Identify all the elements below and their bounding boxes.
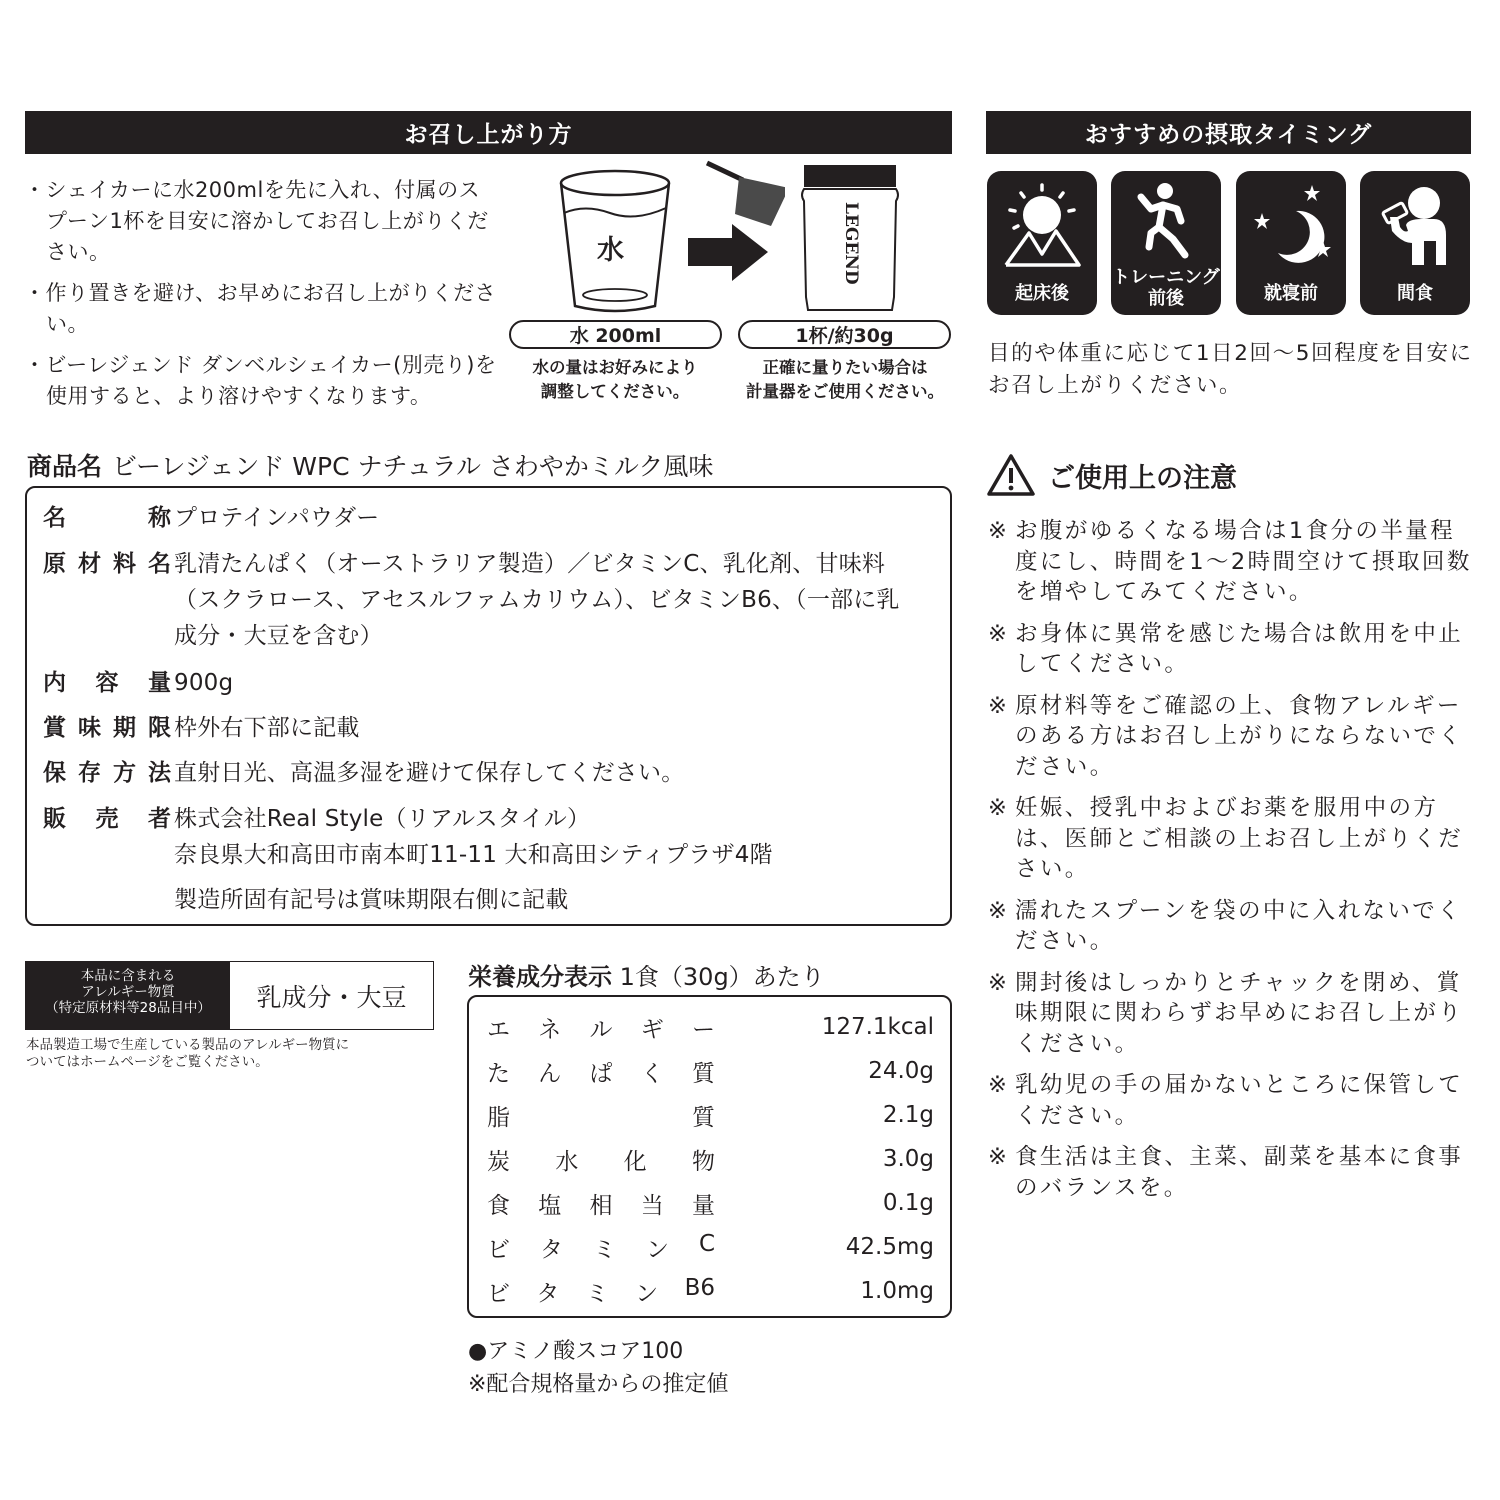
warning-icon: [986, 453, 1036, 497]
shaker-brand-label: LEGEND: [841, 202, 861, 285]
info-row-seller: [43, 801, 773, 918]
caution-item: ※ お腹がゆるくなる場合は1食分の半量程度にし、時間を1〜2時間空けて摂取回数を増やしてみてください。: [988, 516, 1472, 608]
nutrient-name: ビ タ ミ ン C: [487, 1230, 715, 1263]
allergy-note: 本品製造工場で生産している製品のアレルギー物質に ついてはホームページをご覧ください。: [26, 1037, 350, 1070]
water-amount-label: 水 200ml: [569, 325, 662, 347]
caution-item: ※ 濡れたスプーンを袋の中に入れないでください。: [988, 896, 1472, 957]
allergy-box: [25, 961, 434, 1030]
allergy-value: 乳成分・大豆: [256, 982, 407, 1012]
timing-tile-bedtime: [1236, 171, 1346, 315]
nutrition-title: [468, 957, 825, 992]
scoop-amount-caption: [728, 356, 962, 404]
glass-water-label: 水: [597, 235, 624, 266]
nutrition-row-fat: [487, 1097, 934, 1133]
water-glass-illustration: [555, 168, 675, 313]
nutrition-row-carbs: [487, 1141, 934, 1177]
info-key: 保 存 方 法: [43, 760, 171, 786]
nutrient-name: 炭 水 化 物: [487, 1148, 715, 1175]
how-to-header-label: お召し上がり方: [404, 122, 573, 148]
timing-tile-label: 就寝前: [1264, 283, 1318, 304]
nutrition-row-protein: [487, 1053, 934, 1089]
caution-item: ※ お身体に異常を感じた場合は飲用を中止してください。: [988, 619, 1472, 680]
nutrition-title-bold: 栄養成分表示: [468, 963, 612, 991]
how-to-header: [25, 111, 952, 154]
product-name-value: ビーレジェンド WPC ナチュラル さわやかミルク風味: [111, 452, 714, 481]
caution-title: ご使用上の注意: [1048, 462, 1237, 494]
info-row-best-before: [43, 710, 360, 746]
drinking-person-icon: [1378, 185, 1462, 271]
nutrition-row-vitamin-c: [487, 1229, 934, 1265]
nutrient-value: 42.5mg: [845, 1234, 934, 1260]
caption-line: 計量器をご使用ください。: [746, 382, 944, 401]
product-info-box: [25, 486, 952, 926]
nutrient-name: ビ タ ミ ン B6: [487, 1274, 715, 1307]
scoop-icon: [705, 160, 785, 234]
nutrient-name: 食 塩 相 当 量: [487, 1192, 715, 1219]
shaker-illustration: [800, 165, 900, 313]
info-row-content: [43, 665, 233, 701]
product-name-line: [27, 447, 713, 483]
caution-item: ※ 乳幼児の手の届かないところに保管してください。: [988, 1070, 1472, 1131]
info-key: 賞 味 期 限: [43, 715, 171, 741]
nutrient-value: 1.0mg: [860, 1278, 934, 1304]
info-value: 枠外右下部に記載: [174, 715, 360, 741]
how-to-bullet: ・ ビーレジェンド ダンベルシェイカー(別売り)を使用すると、より溶けやすくなります。: [30, 350, 500, 412]
timing-tile-label: 間食: [1397, 283, 1433, 304]
nutrient-name: エ ネ ル ギ ー: [487, 1016, 715, 1043]
allergy-label: 本品に含まれる アレルギー物質 （特定原材料等28品目中）: [26, 962, 230, 1029]
timing-tile-label: 起床後: [1015, 283, 1069, 304]
timing-tile-label: トレーニング: [1112, 267, 1220, 288]
moon-stars-icon: [1250, 175, 1334, 271]
how-to-bullets: [30, 175, 500, 422]
caption-line: 調整してください。: [540, 382, 690, 401]
estimate-note: ※配合規格量からの推定値: [468, 1372, 729, 1397]
timing-tile-label: 前後: [1148, 288, 1184, 309]
caution-heading: [986, 453, 1237, 497]
info-key: 原 材 料 名: [43, 551, 171, 577]
scoop-amount-label: 1杯/約30g: [795, 325, 894, 347]
timing-tile-wakeup: [987, 171, 1097, 315]
nutrient-value: 24.0g: [868, 1058, 934, 1084]
nutrient-name: た ん ぱ く 質: [487, 1060, 715, 1087]
timing-tile-training: [1111, 171, 1221, 315]
caution-item: ※ 妊娠、授乳中およびお薬を服用中の方は、医師とご相談の上お召し上がりください。: [988, 793, 1472, 885]
caution-item: ※ 食生活は主食、主菜、副菜を基本に食事のバランスを。: [988, 1142, 1472, 1203]
timing-header-label: おすすめの摂取タイミング: [1084, 122, 1373, 148]
water-amount-pill: [509, 320, 722, 349]
timing-tile-snack: [1360, 171, 1470, 315]
caption-line: 水の量はお好みにより: [532, 358, 698, 377]
info-key: 販 売 者: [43, 806, 171, 832]
sunrise-icon: [1001, 181, 1083, 273]
how-to-bullet: ・ 作り置きを避け、お早めにお召し上がりください。: [30, 278, 500, 340]
nutrition-row-vitamin-b6: [487, 1273, 934, 1309]
nutrition-title-rest: 1食（30g）あたり: [619, 963, 825, 991]
amino-score: ●アミノ酸スコア100: [468, 1339, 684, 1364]
nutrient-value: 0.1g: [882, 1190, 934, 1216]
how-to-bullet: ・ シェイカーに水200mlを先に入れ、付属のスプーン1杯を目安に溶かしてお召し上がりください。: [30, 175, 500, 268]
running-icon: [1137, 181, 1197, 267]
caution-list: [988, 516, 1472, 1214]
timing-note: 目的や体重に応じて1日2回〜5回程度を目安にお召し上がりください。: [988, 341, 1473, 398]
info-value: プロテインパウダー: [174, 505, 380, 531]
caution-item: ※ 原材料等をご確認の上、食物アレルギーのある方はお召し上がりにならないでください。: [988, 691, 1472, 783]
nutrient-name: 脂 質: [487, 1104, 715, 1131]
info-value: 株式会社Real Style（リアルスタイル） 奈良県大和高田市南本町11-11 大和高田シティプラザ4階 製造所固有記号は賞味期限右側に記載: [174, 806, 773, 913]
info-row-name: [43, 500, 379, 536]
timing-header: [986, 111, 1471, 154]
nutrition-row-energy: [487, 1009, 934, 1045]
caution-item: ※ 開封後はしっかりとチャックを閉め、賞味期限に関わらずお早めにお召し上がりください。: [988, 968, 1472, 1060]
caption-line: 正確に量りたい場合は: [762, 358, 928, 377]
scoop-amount-pill: [738, 320, 951, 349]
info-row-storage: [43, 755, 684, 791]
info-value: 直射日光、高温多湿を避けて保存してください。: [174, 760, 685, 786]
nutrient-value: 3.0g: [882, 1146, 934, 1172]
info-key: 内 容 量: [43, 670, 171, 696]
nutrition-row-salt: [487, 1185, 934, 1221]
info-value: 900g: [174, 670, 234, 696]
nutrient-value: 2.1g: [882, 1102, 934, 1128]
info-key: 名 称: [43, 505, 171, 531]
nutrition-table: [467, 995, 952, 1318]
info-row-ingredients: [43, 546, 900, 654]
info-value: 乳清たんぱく（オーストラリア製造）／ビタミンC、乳化剤、甘味料 （スクラロース、アセスルファムカリウム）、ビタミンB6、（一部に乳 成分・大豆を含む）: [174, 551, 900, 649]
product-name-label: 商品名: [27, 452, 103, 481]
water-amount-caption: [505, 356, 725, 404]
nutrient-value: 127.1kcal: [821, 1014, 934, 1040]
